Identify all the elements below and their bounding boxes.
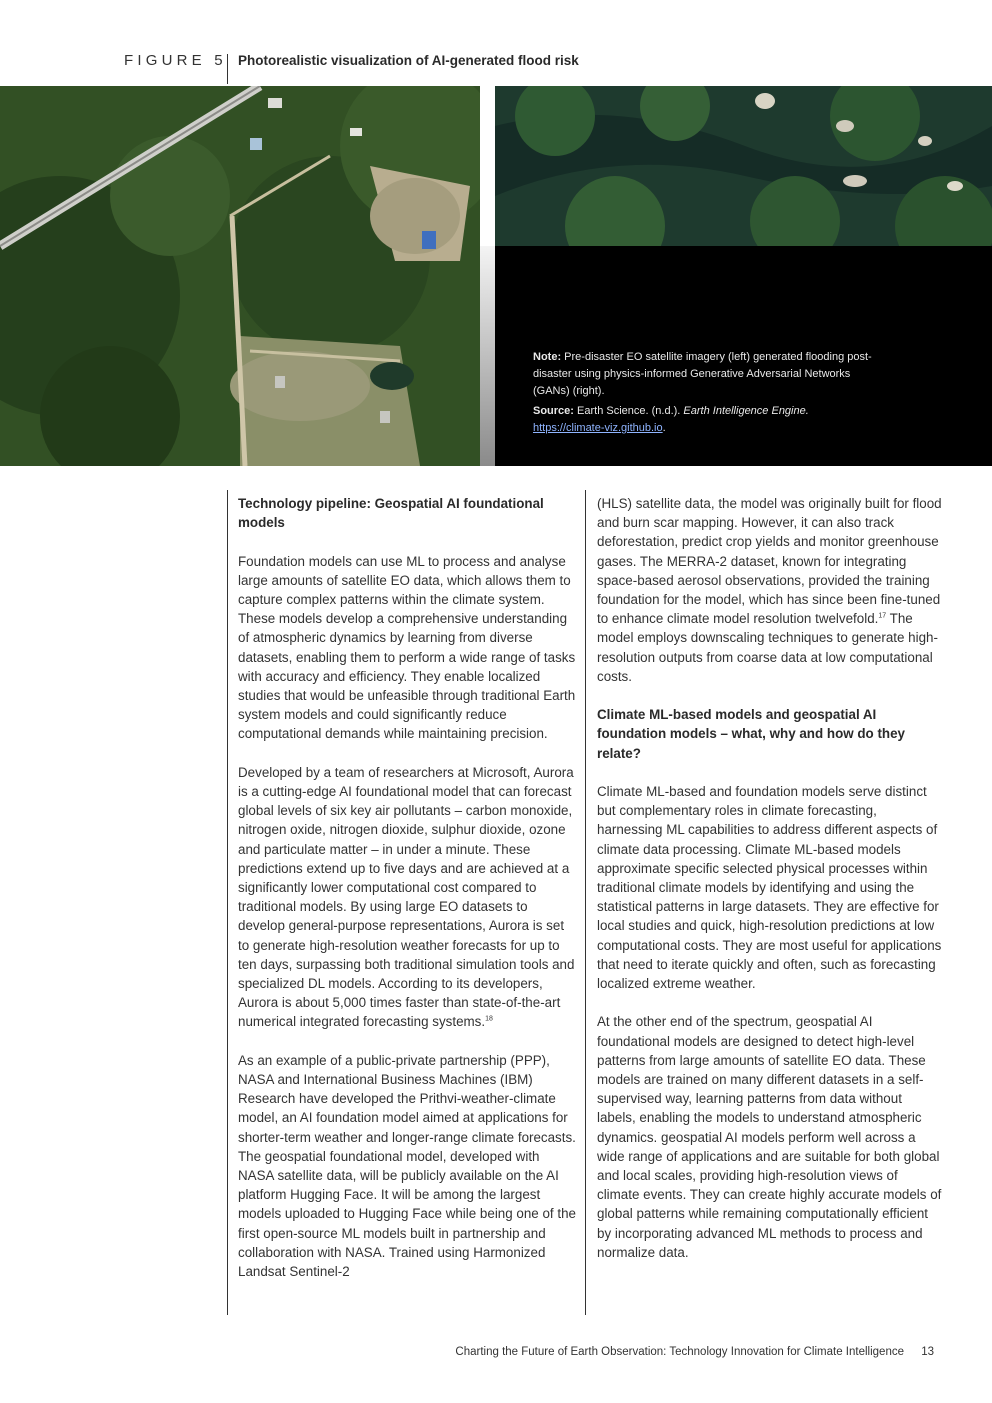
note-label: Note:: [533, 351, 562, 363]
paragraph-text: Developed by a team of researchers at Microsoft, Aurora is a cutting-edge AI foundational model that can forecast global levels of six key air pollutants – carbon monoxide, nitrogen oxide, nitrogen dioxide, sulphur dioxide, ozone and particulate matter – in under a minute. These predictions extend up to five days and are achieved at a significantly lower computational cost compared to traditional models. By using large EO datasets to develop general-purpose representations, Aurora is set to generate high-resolution weather forecasts for up to ten days, surpassing both traditional simulation tools and specialized DL models. According to its developers, Aurora is about 5,000 times faster than state-of-the-art numerical integrated forecasting systems.: [238, 764, 575, 1030]
paragraph-text: (HLS) satellite data, the model was originally built for flood and burn scar mapping. However, it can also track deforestation, predict crop yields and monitor greenhouse gases. The MERRA-2 dataset, known for integrating space-based aerosol observations, provided the training foundation for the model, which has since been fine-tuned to enhance climate model resolution twelvefold.: [597, 496, 942, 627]
column-rule-left: [227, 490, 228, 1315]
section-heading-comparison: Climate ML-based models and geospatial AI foundation models – what, why and how do they relate?: [597, 707, 905, 761]
pre-disaster-satellite-image: [0, 86, 480, 466]
figure-note-box: [495, 246, 992, 466]
paragraph: As an example of a public-private partnership (PPP), NASA and International Business Machines (IBM) Research have developed the Prithvi-weather-climate model, an AI foundation model aimed at applications for shorter-term weather and longer-range climate forecasts. The geospatial foundational model, developed with NASA satellite data, will be publicly available on the AI platform Hugging Face. It will be among the largest models uploaded to Hugging Face while being one of the first open-source ML models built in partnership and collaboration with NASA. Trained using Harmonized Landsat Sentinel-2: [238, 1052, 576, 1280]
page-number: 13: [921, 1346, 934, 1358]
column-rule-middle: [585, 490, 586, 1315]
paragraph-continued: [597, 494, 942, 686]
figure-title: Photorealistic visualization of AI-generated flood risk: [238, 53, 579, 68]
footnote-ref: 18: [485, 1015, 493, 1023]
page-footer: [455, 1346, 934, 1358]
text-column-left: [238, 494, 576, 1281]
figure-divider: [227, 54, 228, 84]
paragraph: At the other end of the spectrum, geospatial AI foundational models are designed to detect high-level patterns from large amounts of satellite EO data. These models are trained on many different datasets in a self-supervised way, learning patterns from data without labels, enabling the models to understand atmospheric dynamics. geospatial AI models perform well across a wide range of applications and are suitable for both global and local scales, providing high-resolution views of climate events. They can create highly accurate models of global patterns while remaining computationally efficient by incorporating advanced ML methods to process and normalize data.: [597, 1014, 942, 1260]
figure-source: [533, 403, 883, 437]
footer-report-title: Charting the Future of Earth Observation:: [455, 1346, 667, 1358]
footer-report-subtitle: Technology Innovation for Climate Intelligence: [669, 1346, 904, 1358]
source-text: Earth Science. (n.d.).: [577, 405, 681, 417]
section-heading-pipeline: Technology pipeline: Geospatial AI foundational models: [238, 496, 544, 531]
paragraph: Foundation models can use ML to process and analyse large amounts of satellite EO data, which allows them to capture complex patterns within the climate system. These models develop a comprehensive understanding of atmospheric dynamics by learning from diverse datasets, enabling them to perform a wide range of tasks with accuracy and efficiency. They enable localized studies that would be unfeasible through traditional Earth system models and could significantly reduce computational demands while maintaining precision.: [238, 553, 576, 742]
post-disaster-flood-image: [495, 86, 992, 246]
source-end: .: [662, 422, 666, 434]
figure-label: FIGURE 5: [124, 52, 227, 69]
paragraph-aurora: [238, 763, 576, 1032]
image-gradient-strip: [480, 246, 495, 466]
note-text: Pre-disaster EO satellite imagery (left) generated flooding post-disaster using physics-informed Generative Adversarial Networks (GANs) (right).: [533, 351, 872, 397]
text-column-right: [597, 494, 942, 1262]
source-title: Earth Intelligence Engine.: [683, 405, 809, 417]
figure-note: [533, 349, 883, 400]
source-link[interactable]: https://climate-viz.github.io: [533, 422, 663, 434]
source-label: Source:: [533, 405, 574, 417]
paragraph: Climate ML-based and foundation models serve distinct but complementary roles in climate forecasting, harnessing ML capabilities to address different aspects of climate data processing. Climate ML-based models approximate specific selected physical processes within traditional climate models by identifying and using the statistical patterns in large datasets. They are effective for local studies and quick, high-resolution predictions at low computational costs. They are most useful for applications that need to iterate quickly and often, such as forecasting localized extreme weather.: [597, 784, 942, 992]
footnote-ref: 17: [878, 612, 887, 620]
paragraph-text: The model employs downscaling techniques to generate high-resolution outputs from coarse data at low computational costs.: [597, 611, 938, 684]
